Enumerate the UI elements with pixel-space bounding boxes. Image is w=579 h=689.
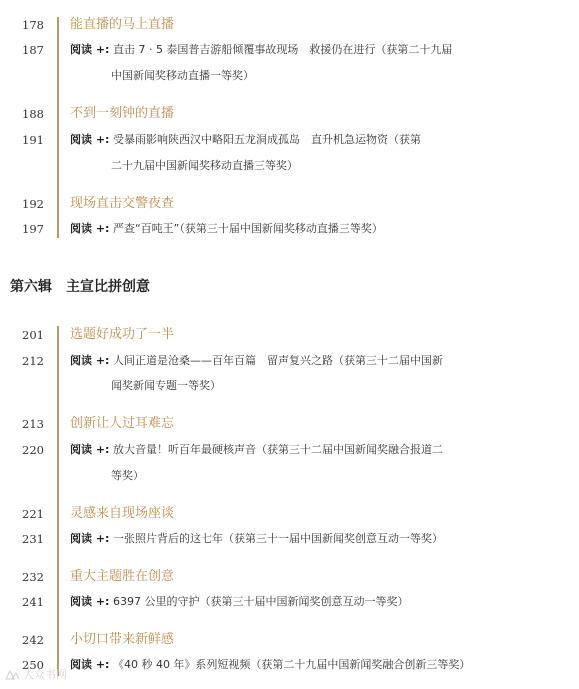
reading-text (70, 592, 408, 612)
watermark-text: 大众书网 (23, 668, 67, 681)
reading-text (70, 130, 421, 150)
watermark-logo-icon (4, 669, 20, 681)
reading-entry[interactable] (0, 351, 579, 371)
reading-title-line2: 等奖） (111, 469, 144, 482)
entry-title: 能直播的马上直播 (70, 17, 175, 32)
entry-title: 选题好成功了一半 (70, 327, 175, 342)
toc-entry-heading[interactable] (0, 325, 579, 345)
entry-title: 不到一刻钟的直播 (70, 106, 175, 121)
reading-title-line2: 中国新闻奖移动直播一等奖） (111, 69, 254, 82)
page-number: 188 (22, 107, 44, 121)
reading-label: 阅读 +: (70, 222, 110, 235)
reading-entry-continuation (0, 156, 579, 176)
page-number: 192 (22, 197, 44, 211)
page-number: 212 (22, 354, 44, 368)
toc-entry-heading[interactable] (0, 567, 579, 587)
reading-entry-continuation (0, 66, 579, 86)
reading-title-line1: 严查“百吨王”（获第三十届中国新闻奖移动直播三等奖） (112, 222, 383, 235)
page-number: 220 (22, 443, 44, 457)
toc-entry-heading[interactable] (0, 15, 579, 35)
reading-entry[interactable] (0, 40, 579, 60)
entry-title: 灵感来自现场座谈 (70, 506, 175, 521)
page-number: 201 (22, 328, 44, 342)
reading-entry[interactable] (0, 219, 579, 239)
toc-entry-heading[interactable] (0, 504, 579, 524)
page-number: 221 (22, 507, 44, 521)
reading-entry[interactable] (0, 130, 579, 150)
reading-text (70, 529, 443, 549)
page-number: 242 (22, 633, 44, 647)
reading-label: 阅读 +: (70, 595, 110, 608)
reading-title-line1: 直击 7 · 5 泰国普吉游船倾覆事故现场 救援仍在进行（获第二十九届 (112, 43, 453, 56)
page-number: 187 (22, 43, 44, 57)
entry-title: 小切口带来新鲜感 (70, 632, 175, 647)
page-number: 232 (22, 570, 44, 584)
reading-title-line1: 一张照片背后的这七年（获第三十一届中国新闻奖创意互动一等奖） (112, 532, 443, 545)
page-number: 178 (22, 18, 44, 32)
reading-entry[interactable] (0, 529, 579, 549)
reading-title-line1: 6397 公里的守护（获第三十届中国新闻奖创意互动一等奖） (112, 595, 409, 608)
reading-label: 阅读 +: (70, 443, 110, 456)
entry-title: 创新让人过耳难忘 (70, 416, 175, 431)
reading-text (70, 655, 470, 675)
reading-entry-continuation (0, 466, 579, 486)
reading-text (70, 219, 383, 239)
entry-title: 现场直击交警夜查 (70, 196, 175, 211)
reading-label: 阅读 +: (70, 658, 110, 671)
reading-title-line2: 二十九届中国新闻奖移动直播三等奖） (111, 159, 298, 172)
reading-label: 阅读 +: (70, 532, 110, 545)
part-label: 第六辑 (10, 279, 52, 295)
reading-entry[interactable] (0, 592, 579, 612)
part-title: 主宣比拼创意 (66, 279, 150, 295)
watermark (4, 667, 67, 683)
page-number: 213 (22, 417, 44, 431)
reading-title-line1: 放大音量！听百年最硬核声音（获第三十二届中国新闻奖融合报道二 (112, 443, 443, 456)
page-number: 231 (22, 532, 44, 546)
reading-title-line1: 人间正道是沧桑——百年百篇 留声复兴之路（获第三十二届中国新 (112, 354, 443, 367)
toc-entry-heading[interactable] (0, 414, 579, 434)
reading-entry-continuation (0, 376, 579, 396)
reading-label: 阅读 +: (70, 43, 110, 56)
toc-entry-heading[interactable] (0, 630, 579, 650)
reading-title-line2: 闻奖新闻专题一等奖） (111, 379, 221, 392)
page-number: 241 (22, 595, 44, 609)
page-number: 191 (22, 133, 44, 147)
reading-title-line1: 受暴雨影响陕西汉中略阳五龙洞成孤岛 直升机急运物资（获第 (112, 133, 421, 146)
reading-entry[interactable] (0, 655, 579, 675)
part-heading (10, 277, 150, 297)
reading-text (70, 440, 443, 460)
reading-title-line1: 《40 秒 40 年》系列短视频（获第二十九届中国新闻奖融合创新三等奖） (112, 658, 471, 671)
toc-entry-heading[interactable] (0, 104, 579, 124)
reading-label: 阅读 +: (70, 354, 110, 367)
reading-text (70, 351, 443, 371)
entry-title: 重大主题胜在创意 (70, 569, 175, 584)
reading-entry[interactable] (0, 440, 579, 460)
page-number: 197 (22, 222, 44, 236)
page-number: 250 (22, 658, 44, 672)
toc-entry-heading[interactable] (0, 194, 579, 214)
reading-text (70, 40, 452, 60)
reading-label: 阅读 +: (70, 133, 110, 146)
